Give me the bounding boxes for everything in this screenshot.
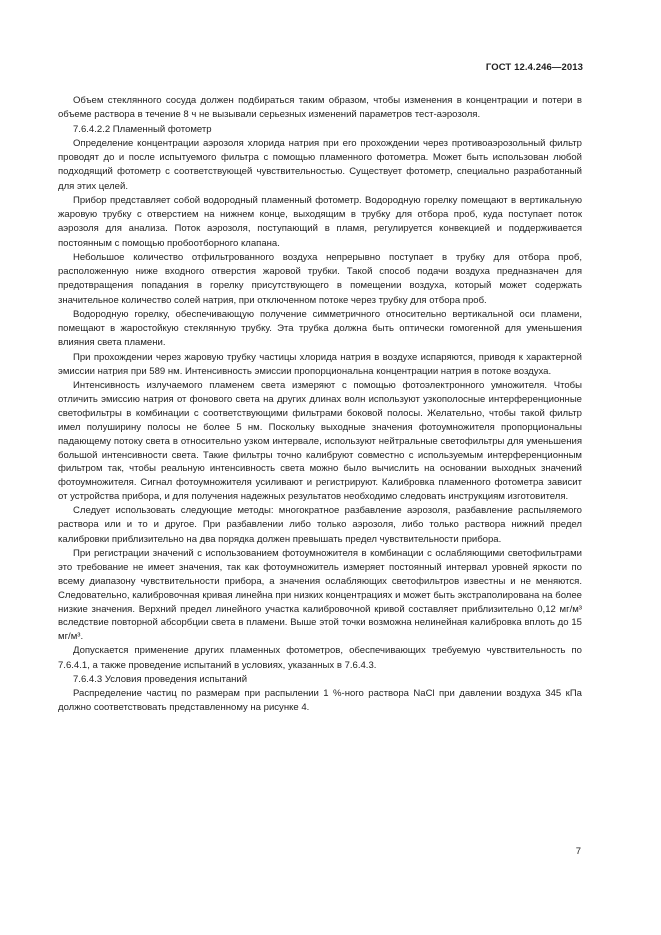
paragraph-calibration-curve: При регистрации значений с использованием фотоумножителя в комбинации с ослабляющими светофильтрами это требование не имеет значения, так как фотоумножитель измеряет постоянный интервал уровней яркости по всему диапазону чувствительности прибора, а значения ослабляющих светофильтров известны и не меняются. Следовательно, калибровочная кривая линейна при низких концентрациях и может быть экстраполирована на более низкие значения. Верхний предел линейного участка калибровочной кривой составляет приблизительно 0,12 мг/м³ вследствие повторной абсорбции света в пламени. Выше этой точки возможна нелинейная калибровка вплоть до 15 мг/м³. (58, 547, 582, 643)
paragraph-particle-distribution: Распределение частиц по размерам при распылении 1 %-ного раствора NaCl при давлении воздуха 345 кПа должно соответствовать представленному на рисунке 4. (58, 688, 582, 714)
paragraph-filtered-air: Небольшое количество отфильтрованного воздуха непрерывно поступает в трубку для отбора проб, расположенную ниже входного отверстия жаровой трубки. Такой способ подачи воздуха предназначен для предотвращения попадания в горелку присутствующего в помещении воздуха, который может содержать значительное количество солей натрия, при отключенном потоке через трубку для отбора проб. (58, 251, 582, 306)
paragraph-other-photometers: Допускается применение других пламенных фотометров, обеспечивающих требуемую чувствительность по 7.6.4.1, а также проведение испытаний в условиях, указанных в 7.6.4.3. (58, 645, 582, 671)
document-body (58, 94, 582, 716)
section-heading-test-conditions: 7.6.4.3 Условия проведения испытаний (73, 673, 248, 685)
standard-header: ГОСТ 12.4.246—2013 (485, 62, 583, 73)
section-heading-flame-photometer: 7.6.4.2.2 Пламенный фотометр (73, 123, 212, 135)
paragraph-photomultiplier: Интенсивность излучаемого пламенем света измеряют с помощью фотоэлектронного умножителя. Чтобы отличить эмиссию натрия от фонового света на других длинах волн используют узкополосные интерференционные светофильтры в комбинации с соответствующими фильтрами боковой полосы. Желательно, чтобы такой фильтр имел полуширину полосы не более 5 нм. Поскольку выходные значения фотоумножителя пропорциональны падающему потоку света в относительно узком интервале, используют нейтральные светофильтры для уменьшения большой интенсивности света. Такие фильтры точно калибруют совместно с используемым интерференционным фильтром так, чтобы реальную интенсивность света можно было вычислить на основании выходных значений фотоумножителя. Сигнал фотоумножителя усиливают и регистрируют. Калибровка пламенного фотометра зависит от устройства прибора, и для получения надежных результатов необходимо следовать инструкциям изготовителя. (58, 380, 582, 503)
paragraph-sodium-emission: При прохождении через жаровую трубку частицы хлорида натрия в воздухе испаряются, приводя к характерной эмиссии натрия при 589 нм. Интенсивность эмиссии пропорциональна концентрации натрия в потоке воздуха. (58, 351, 582, 377)
paragraph-dilution-methods: Следует использовать следующие методы: многократное разбавление аэрозоля, разбавление распыляемого раствора или и то и другое. При разбавлении либо только аэрозоля, либо только раствора нижний предел калибровки приблизительно на два порядка должен превышать предел чувствительности прибора. (58, 505, 582, 545)
paragraph-hydrogen-burner: Водородную горелку, обеспечивающую получение симметричного относительно вертикальной оси пламени, помещают в жаростойкую стеклянную трубку. Эта трубка должна быть оптически гомогенной для уменьшения влияния света пламени. (58, 308, 582, 349)
paragraph-vessel-volume: Объем стеклянного сосуда должен подбираться таким образом, чтобы изменения в концентрации и потери в объеме раствора в течение 8 ч не вызывали серьезных изменений параметров тест-аэрозоля. (58, 95, 582, 121)
page-number: 7 (575, 846, 581, 857)
paragraph-concentration-determination: Определение концентрации аэрозоля хлорида натрия при его прохождении через противоаэрозольный фильтр проводят до и после испытуемого фильтра с помощью пламенного фотометра. Может быть использован любой подходящий фотометр с соответствующей чувствительностью. Существует фотометр, специально разработанный для этих целей. (58, 137, 582, 192)
paragraph-hydrogen-photometer: Прибор представляет собой водородный пламенный фотометр. Водородную горелку помещают в вертикальную жаровую трубку с отверстием на нижнем конце, выходящим в трубку для отбора проб, куда поступает поток аэрозоля для анализа. Поток аэрозоля, поступающий в пламя, регулируется конвекцией и поддерживается постоянным с помощью пробоотборного клапана. (58, 194, 582, 249)
